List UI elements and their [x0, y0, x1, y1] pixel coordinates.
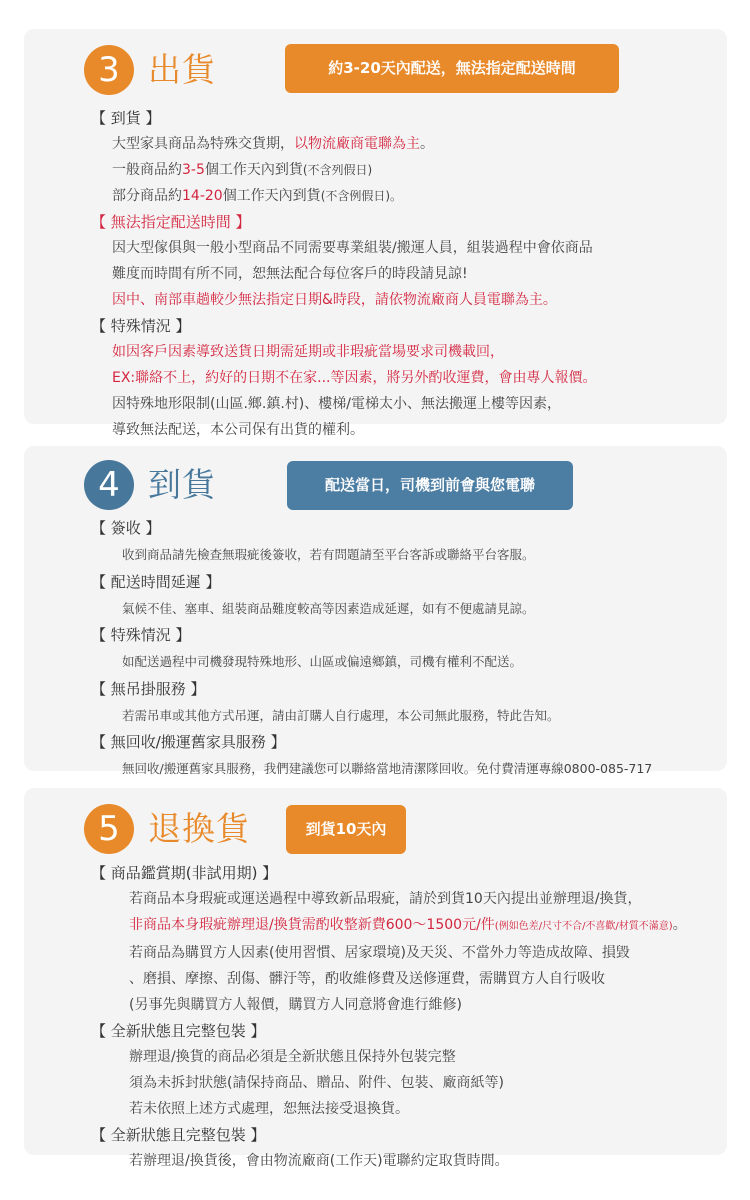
returns-panel	[24, 788, 727, 1169]
text-line: 導致無法配送，本公司保有出貨的權利。	[112, 422, 364, 438]
text-line: 因特殊地形限制(山區.鄉.鎮.村)、樓梯/電梯太小、無法搬運上樓等因素，	[112, 396, 561, 412]
heading-special-cases: 【 特殊情況 】	[91, 317, 191, 335]
section-title: 退換貨	[148, 809, 250, 848]
heading-arrival: 【 到貨 】	[91, 109, 161, 127]
return-window-badge: 到貨10天內	[286, 805, 406, 854]
text-line: 大型家具商品為特殊交貨期，以物流廠商電聯為主。	[112, 136, 434, 152]
driver-call-badge: 配送當日，司機到前會與您電聯	[287, 461, 573, 510]
section-body	[91, 105, 727, 443]
text-line: 如配送過程中司機發現特殊地形、山區或偏遠鄉鎮，司機有權利不配送。	[122, 654, 523, 669]
text-line: 須為未拆封狀態(請保持商品、贈品、附件、包裝、廠商紙等)	[129, 1075, 504, 1091]
heading-special-cases: 【 特殊情況 】	[91, 626, 191, 644]
step-number: 4	[84, 460, 134, 510]
text-line: 部分商品約14-20個工作天內到貨(不含例假日)。	[112, 188, 403, 204]
text-line: 若需吊車或其他方式吊運，請由訂購人自行處理，本公司無此服務，特此告知。	[122, 707, 560, 723]
shipping-panel	[24, 29, 727, 438]
text-line: 若辦理退/換貨後，會由物流廠商(工作天)電聯約定取貨時間。	[129, 1153, 509, 1169]
text-line: 氣候不佳、塞車、組裝商品難度較高等因素造成延遲，如有不便處請見諒。	[122, 600, 535, 616]
text-line: 非商品本身瑕疵辦理退/換貨需酌收整新費600～1500元/件(例如色差/尺寸不合/不喜歡/材質不滿意)。	[129, 917, 687, 933]
text-line: 、磨損、摩擦、刮傷、髒汙等，酌收維修費及送修運費，需購買方人自行吸收	[129, 971, 605, 987]
heading-appraisal-period: 【 商品鑑賞期(非試用期) 】	[91, 864, 278, 882]
heading-no-time-slot: 【 無法指定配送時間 】	[91, 213, 251, 231]
text-line: 若商品本身瑕疵或運送過程中導致新品瑕疵，請於到貨10天內提出並辦理退/換貨，	[129, 891, 642, 907]
heading-new-condition: 【 全新狀態且完整包裝 】	[91, 1126, 266, 1144]
text-line: 無回收/搬運舊家具服務，我們建議您可以聯絡當地清潔隊回收。免付費清運專線0800-085-717	[122, 761, 653, 776]
heading-sign-for: 【 簽收 】	[91, 519, 161, 537]
heading-no-recycling: 【 無回收/搬運舊家具服務 】	[91, 733, 286, 751]
delivery-time-badge: 約3-20天內配送，無法指定配送時間	[285, 44, 619, 93]
step-number: 5	[84, 804, 134, 854]
section-title: 到貨	[148, 465, 216, 504]
text-line: (另事先與購買方人報價，購買方人同意將會進行維修)	[129, 997, 462, 1013]
text-line: 難度而時間有所不同，恕無法配合每位客戶的時段請見諒!	[112, 266, 468, 282]
text-line: 辦理退/換貨的商品必須是全新狀態且保持外包裝完整	[129, 1049, 456, 1065]
heading-new-condition: 【 全新狀態且完整包裝 】	[91, 1022, 266, 1040]
text-line: EX:聯絡不上，約好的日期不在家...等因素，將另外酌收運費，會由專人報價。	[112, 370, 597, 386]
text-line: 因中、南部車趟較少無法指定日期&時段，請依物流廠商人員電聯為主。	[112, 292, 557, 308]
text-line: 收到商品請先檢查無瑕疵後簽收，若有問題請至平台客訴或聯絡平台客服。	[122, 547, 535, 562]
text-line: 若商品為購買方人因素(使用習慣、居家環境)及天災、不當外力等造成故障、損毀	[129, 945, 630, 961]
heading-no-hoisting: 【 無吊掛服務 】	[91, 679, 206, 698]
arrival-panel	[24, 446, 727, 776]
text-line: 一般商品約3-5個工作天內到貨(不含列假日)	[112, 162, 373, 178]
text-line: 因大型傢俱與一般小型商品不同需要專業組裝/搬運人員，組裝過程中會依商品	[112, 240, 593, 256]
text-line: 若未依照上述方式處理，恕無法接受退換貨。	[129, 1101, 409, 1117]
section-title: 出貨	[148, 50, 216, 89]
section-body	[91, 515, 727, 783]
section-body	[91, 860, 727, 1174]
heading-delay: 【 配送時間延遲 】	[91, 572, 221, 591]
text-line: 如因客戶因素導致送貨日期需延期或非瑕疵當場要求司機載回，	[112, 344, 504, 360]
step-number: 3	[84, 45, 134, 95]
